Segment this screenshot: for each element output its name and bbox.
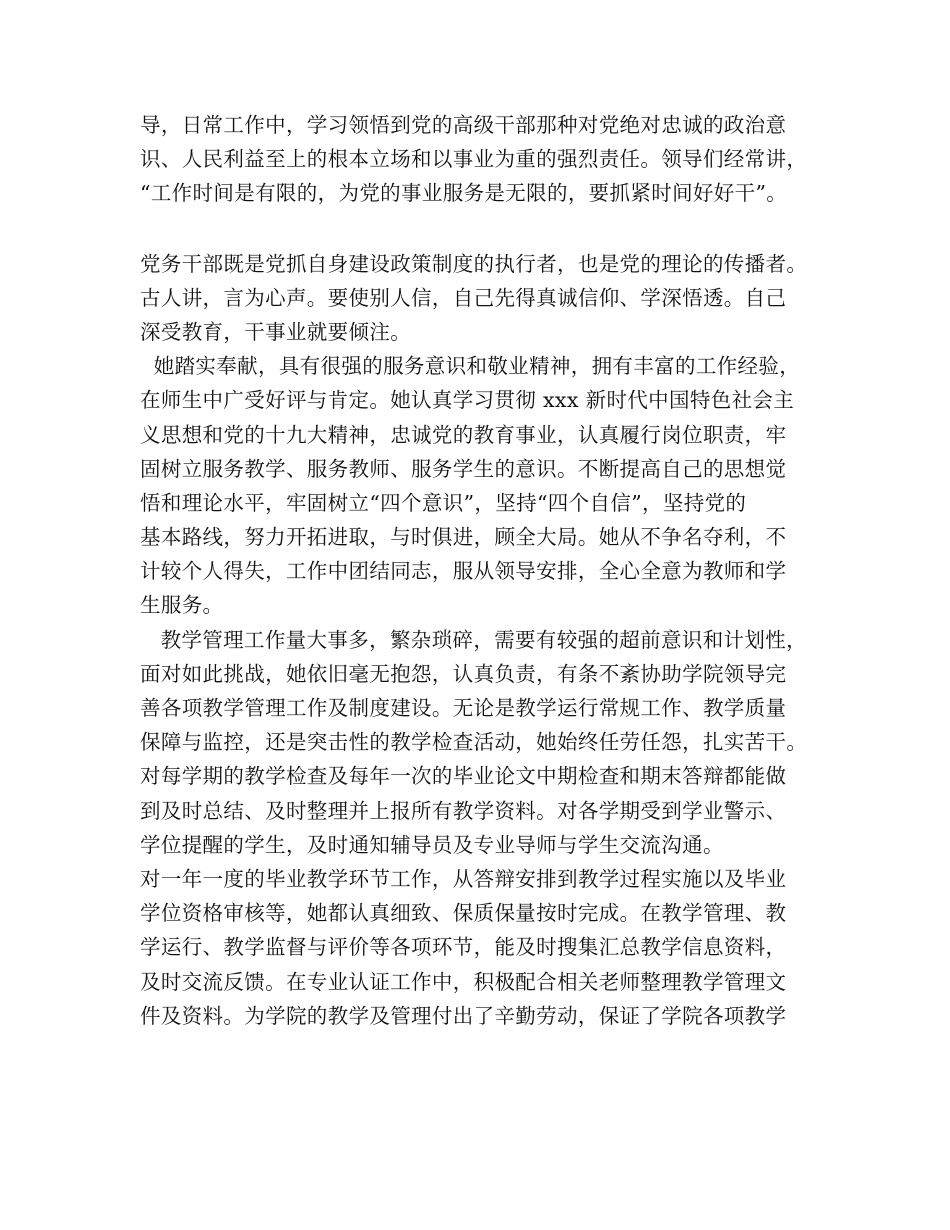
document-body — [140, 108, 830, 1033]
text-line: 对一年一度的毕业教学环节工作，从答辩安排到教学过程实施以及毕业 — [140, 866, 787, 891]
text-line: 导，日常工作中，学习领悟到党的高级干部那种对党绝对忠诚的政治意 — [140, 113, 787, 137]
text-line: 及时交流反馈。在专业认证工作中，积极配合相关老师整理教学管理文 — [140, 969, 787, 994]
paragraph-4 — [140, 623, 830, 862]
text-line: 党务干部既是党抓自身建设政策制度的执行者，也是党的理论的传播者。 — [140, 251, 808, 276]
paragraph-gap — [140, 211, 830, 247]
text-line: 悟和理论水平，牢固树立“四个意识”，坚持“四个自信”，坚持党的 — [140, 490, 747, 515]
text-line: 学位资格审核等，她都认真细致、保质保量按时完成。在教学管理、教 — [140, 901, 787, 926]
text-line: 对每学期的教学检查及每年一次的毕业论文中期检查和期末答辩都能做 — [140, 764, 787, 789]
text-line: 学位提醒的学生，及时通知辅导员及专业导师与学生交流沟通。 — [140, 832, 724, 857]
text-line: 件及资料。为学院的教学及管理付出了辛勤劳动，保证了学院各项教学 — [140, 1003, 787, 1028]
text-line: 保障与监控，还是突击性的教学检查活动，她始终任劳任怨，扎实苦干。 — [140, 730, 808, 755]
text-line: 固树立服务教学、服务教师、服务学生的意识。不断提高自己的思想觉 — [140, 456, 787, 481]
text-line: 基本路线，努力开拓进取，与时俱进，顾全大局。她从不争名夺利，不 — [140, 525, 787, 550]
text-line: 她踏实奉献，具有很强的服务意识和敬业精神，拥有丰富的工作经验， — [140, 354, 801, 379]
text-line: “工作时间是有限的，为党的事业服务是无限的，要抓紧时间好好干”。 — [140, 181, 788, 206]
paragraph-5 — [140, 862, 830, 1033]
text-line: 面对如此挑战，她依旧毫无抱怨，认真负责，有条不紊协助学院领导完 — [140, 661, 787, 686]
text-line: 古人讲，言为心声。要使别人信，自己先得真诚信仰、学深悟透。自己 — [140, 285, 787, 310]
text-line: 计较个人得失，工作中团结同志，服从领导安排，全心全意为教师和学 — [140, 559, 787, 584]
text-line: 教学管理工作量大事多，繁杂琐碎，需要有较强的超前意识和计划性， — [140, 627, 807, 652]
paragraph-2 — [140, 247, 830, 350]
text-line: 在师生中广受好评与肯定。她认真学习贯彻 xxx 新时代中国特色社会主 — [140, 388, 795, 413]
text-line: 识、人民利益至上的根本立场和以事业为重的强烈责任。领导们经常讲， — [140, 147, 808, 172]
text-line: 善各项教学管理工作及制度建设。无论是教学运行常规工作、教学质量 — [140, 696, 787, 720]
text-line: 学运行、教学监督与评价等各项环节，能及时搜集汇总教学信息资料， — [140, 935, 787, 960]
text-line: 生服务。 — [140, 593, 224, 618]
paragraph-1 — [140, 108, 830, 211]
text-line: 到及时总结、及时整理并上报所有教学资料。对各学期受到学业警示、 — [140, 798, 787, 823]
paragraph-3 — [140, 349, 830, 623]
text-line: 义思想和党的十九大精神，忠诚党的教育事业，认真履行岗位职责，牢 — [140, 422, 787, 447]
text-line: 深受教育，干事业就要倾注。 — [140, 319, 412, 344]
